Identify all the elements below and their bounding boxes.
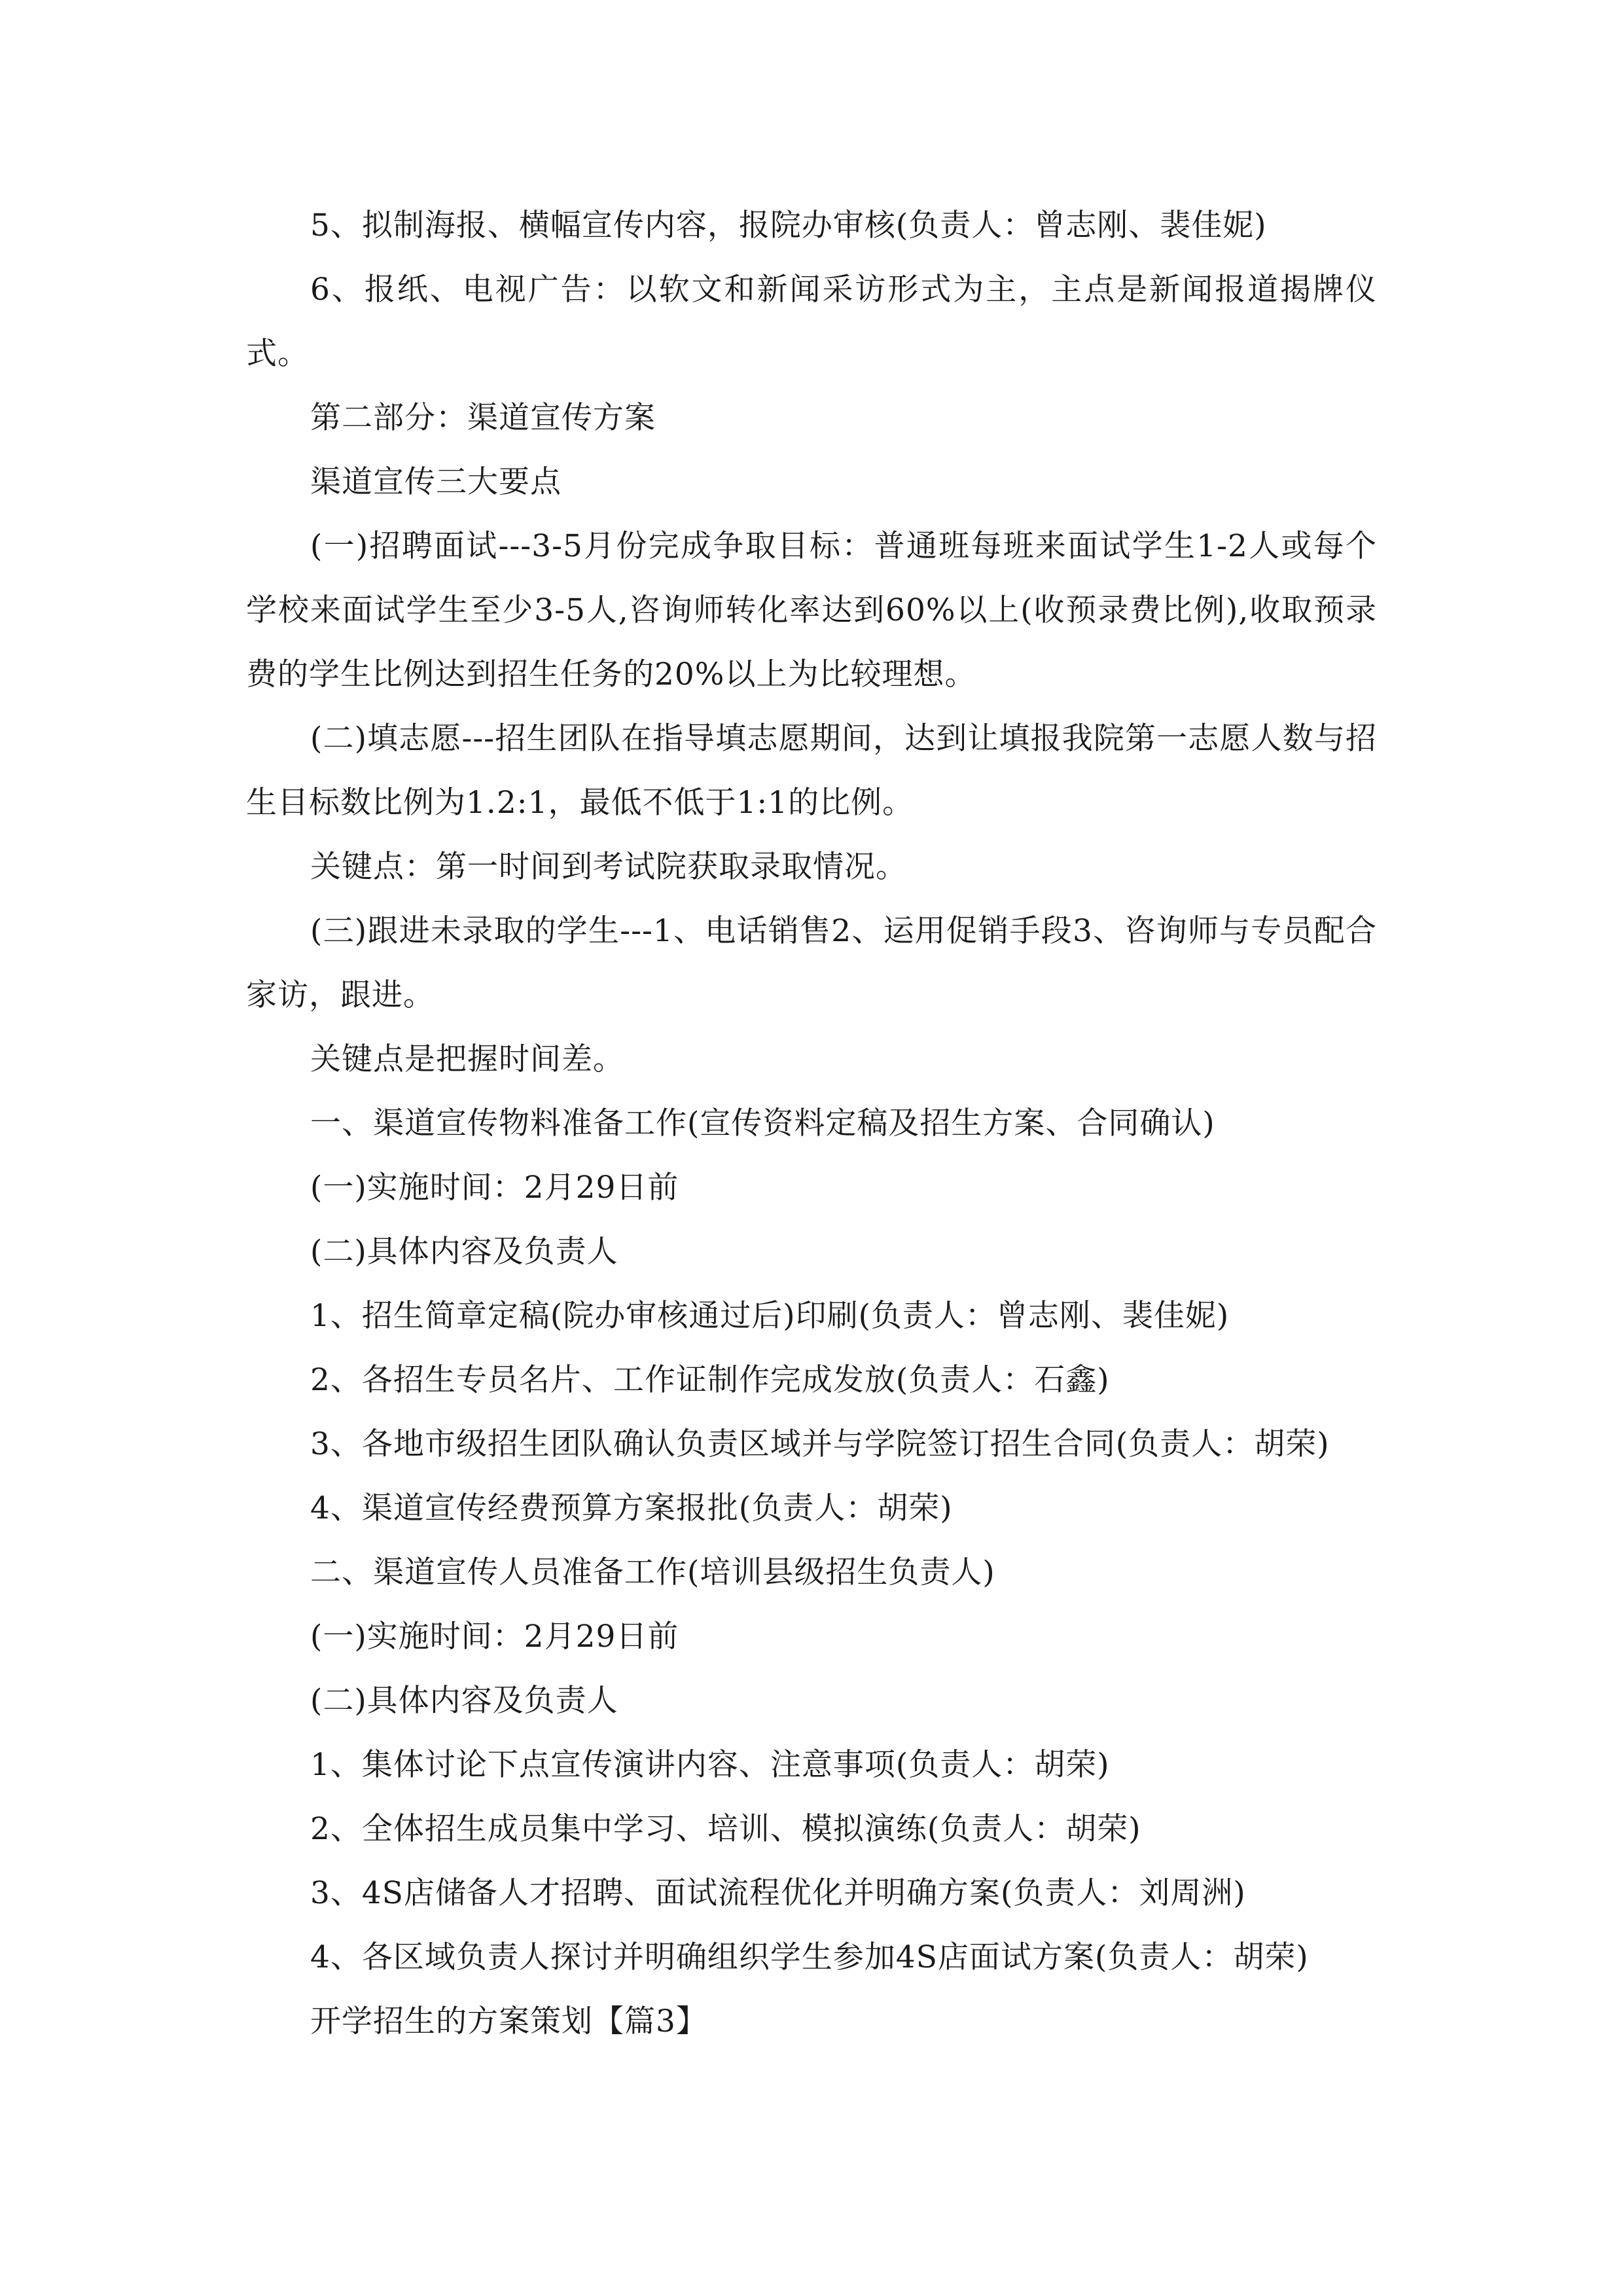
heading-staff-prep: 二、渠道宣传人员准备工作(培训县级招生负责人) [310,1554,995,1590]
list-item-4s-interview: 4、各区域负责人探讨并明确组织学生参加4S店面试方案(负责人：胡荣) [310,1939,1309,1975]
paragraph-deadline-2: (一)实施时间：2月29日前 [310,1619,679,1655]
paragraph-poster-review: 5、拟制海报、横幅宣传内容，报院办审核(负责人：曾志刚、裴佳妮) [310,207,1267,243]
list-item-contracts: 3、各地市级招生团队确认负责区域并与学院签订招生合同(负责人：胡荣) [310,1426,1330,1462]
paragraph-key-point-1: 关键点：第一时间到考试院获取录取情况。 [310,849,907,885]
list-item-business-cards: 2、各招生专员名片、工作证制作完成发放(负责人：石鑫) [310,1362,1110,1398]
list-item-budget: 4、渠道宣传经费预算方案报批(负责人：胡荣) [310,1490,953,1526]
document-page [246,194,1377,2054]
paragraph-key-point-2: 关键点是把握时间差。 [310,1041,624,1077]
heading-three-key-points: 渠道宣传三大要点 [310,464,562,500]
heading-part-3: 开学招生的方案策划【篇3】 [310,2003,707,2039]
paragraph-deadline-1: (一)实施时间：2月29日前 [310,1170,679,1206]
paragraph-follow-up: (三)跟进未录取的学生---1、电话销售2、运用促销手段3、咨询师与专员配合家访，跟进。 [246,913,1377,1013]
list-item-4s-recruitment: 3、4S店储备人才招聘、面试流程优化并明确方案(负责人：刘周洲) [310,1875,1246,1911]
list-item-brochure: 1、招生简章定稿(院办审核通过后)印刷(负责人：曾志刚、裴佳妮) [310,1298,1230,1334]
list-item-discussion: 1、集体讨论下点宣传演讲内容、注意事项(负责人：胡荣) [310,1747,1110,1783]
paragraph-recruitment-interview: (一)招聘面试---3-5月份完成争取目标：普通班每班来面试学生1-2人或每个学校来面试学生至少3-5人,咨询师转化率达到60%以上(收预录费比例),收取预录费的学生比例达到招生任务的20%以上为比较理想。 [246,528,1377,692]
paragraph-media-ads: 6、报纸、电视广告：以软文和新闻采访形式为主，主点是新闻报道揭牌仪式。 [246,272,1377,372]
paragraph-fill-volunteer: (二)填志愿---招生团队在指导填志愿期间，达到让填报我院第一志愿人数与招生目标数比例为1.2:1，最低不低于1:1的比例。 [246,721,1377,821]
paragraph-content-owner-1: (二)具体内容及负责人 [310,1234,618,1270]
section-heading-part-two: 第二部分：渠道宣传方案 [310,400,656,436]
heading-materials-prep: 一、渠道宣传物料准备工作(宣传资料定稿及招生方案、合同确认) [310,1105,1215,1141]
list-item-training: 2、全体招生成员集中学习、培训、模拟演练(负责人：胡荣) [310,1811,1141,1847]
paragraph-content-owner-2: (二)具体内容及负责人 [310,1683,618,1719]
